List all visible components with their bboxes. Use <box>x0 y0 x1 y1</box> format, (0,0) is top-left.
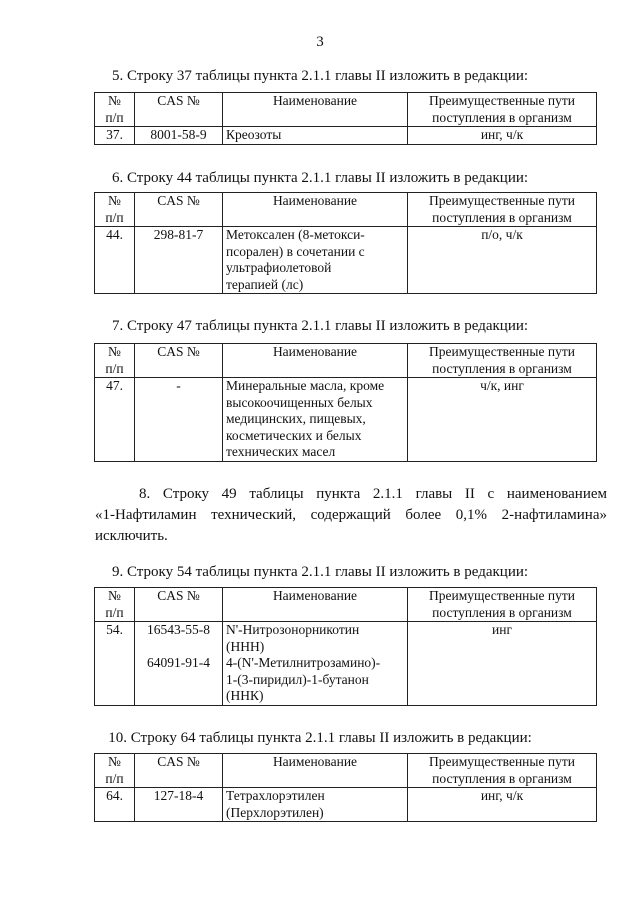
paragraph-line: исключить. <box>95 528 168 544</box>
row-num: 64. <box>95 788 135 822</box>
name-line: псорален) в сочетании с <box>226 243 365 259</box>
table-row-37 <box>94 92 597 145</box>
name-line: (ННН) <box>226 638 265 654</box>
header-route: Преимущественные пути <box>429 754 575 769</box>
row-cas: 127-18-4 <box>135 788 223 822</box>
row-num: 54. <box>95 622 135 706</box>
table-header <box>95 93 597 127</box>
header-name: Наименование <box>223 193 408 227</box>
row-route: инг, ч/к <box>408 788 597 822</box>
header-num-sub: п/п <box>105 209 124 225</box>
section-10-caption: 10. Строку 64 таблицы пункта 2.1.1 главы II изложить в редакции: <box>108 730 532 746</box>
name-line: (ННК) <box>226 688 264 703</box>
section-6-caption: 6. Строку 44 таблицы пункта 2.1.1 главы II изложить в редакции: <box>111 170 529 186</box>
header-num-sub: п/п <box>105 360 124 376</box>
header-route: Преимущественные пути <box>429 93 575 108</box>
row-route: п/о, ч/к <box>408 227 597 294</box>
row-num: 44. <box>95 227 135 294</box>
header-route-sub: поступления в организм <box>432 109 572 125</box>
section-5-caption: 5. Строку 37 таблицы пункта 2.1.1 главы II изложить в редакции: <box>111 68 529 84</box>
header-num: № <box>108 588 121 603</box>
header-num-sub: п/п <box>105 604 124 620</box>
table-row-47 <box>94 343 597 462</box>
paragraph-8 <box>95 484 607 547</box>
table-header <box>95 344 597 378</box>
table-row-64 <box>94 753 597 822</box>
row-cas: 8001-58-9 <box>135 127 223 145</box>
header-cas: CAS № <box>135 193 223 227</box>
header-route: Преимущественные пути <box>429 344 575 359</box>
name-line: терапией (лс) <box>226 276 304 292</box>
name-line: косметических и белых <box>226 427 362 443</box>
table-header <box>95 588 597 622</box>
table-row <box>95 788 597 822</box>
section-9-caption: 9. Строку 54 таблицы пункта 2.1.1 главы II изложить в редакции: <box>111 564 529 580</box>
name-line: 4-(N'-Метилнитрозамино)- <box>226 655 381 670</box>
header-route: Преимущественные пути <box>429 193 575 208</box>
header-num: № <box>108 344 121 359</box>
paragraph-line: «1-Нафтиламин технический, содержащий более 0,1% 2-нафтиламина» <box>95 507 607 523</box>
name-line: 1-(3-пиридил)-1-бутанон <box>226 671 369 687</box>
table-header <box>95 754 597 788</box>
header-cas: CAS № <box>135 344 223 378</box>
page-number: 3 <box>316 34 324 50</box>
header-name: Наименование <box>223 93 408 127</box>
name-line: технических масел <box>226 444 336 459</box>
header-name: Наименование <box>223 588 408 622</box>
header-route-sub: поступления в организм <box>432 360 572 376</box>
table-header <box>95 193 597 227</box>
section-7-caption: 7. Строку 47 таблицы пункта 2.1.1 главы II изложить в редакции: <box>111 318 529 334</box>
row-num: 47. <box>95 378 135 462</box>
table-row <box>95 622 597 706</box>
table-row <box>95 378 597 462</box>
header-name: Наименование <box>223 344 408 378</box>
paragraph-line: 8. Строку 49 таблицы пункта 2.1.1 главы II с наименованием <box>139 486 607 502</box>
row-route: инг <box>408 622 597 706</box>
header-route: Преимущественные пути <box>429 588 575 603</box>
row-cas: 298-81-7 <box>135 227 223 294</box>
name-line: Тетрахлорэтилен <box>226 788 325 803</box>
header-num-sub: п/п <box>105 109 124 125</box>
row-name <box>223 378 408 462</box>
header-num: № <box>108 93 121 108</box>
row-name <box>223 788 408 822</box>
header-route-sub: поступления в организм <box>432 604 572 620</box>
row-route: ч/к, инг <box>408 378 597 462</box>
header-cas: CAS № <box>135 588 223 622</box>
header-route-sub: поступления в организм <box>432 770 572 786</box>
cas-line: 64091-91-4 <box>147 655 210 670</box>
row-cas: - <box>135 378 223 462</box>
name-line: N'-Нитрозонорникотин <box>226 622 360 637</box>
header-route-sub: поступления в организм <box>432 209 572 225</box>
row-num: 37. <box>95 127 135 145</box>
header-num: № <box>108 193 121 208</box>
table-row-44 <box>94 192 597 294</box>
row-cas <box>135 622 223 706</box>
name-line: ультрафиолетовой <box>226 260 332 275</box>
table-row-54 <box>94 587 597 706</box>
row-name: Креозоты <box>223 127 408 145</box>
name-line: медицинских, пищевых, <box>226 411 366 426</box>
header-name: Наименование <box>223 754 408 788</box>
header-cas: CAS № <box>135 93 223 127</box>
cas-line: 16543-55-8 <box>147 622 210 637</box>
table-row <box>95 127 597 145</box>
name-line: Минеральные масла, кроме <box>226 378 385 393</box>
header-cas: CAS № <box>135 754 223 788</box>
row-name <box>223 622 408 706</box>
name-line: Метоксален (8-метокси- <box>226 227 365 242</box>
table-row <box>95 227 597 294</box>
name-line: (Перхлорэтилен) <box>226 804 324 820</box>
row-name <box>223 227 408 294</box>
header-num-sub: п/п <box>105 770 124 786</box>
header-num: № <box>108 754 121 769</box>
name-line: высокоочищенных белых <box>226 394 373 410</box>
row-route: инг, ч/к <box>408 127 597 145</box>
